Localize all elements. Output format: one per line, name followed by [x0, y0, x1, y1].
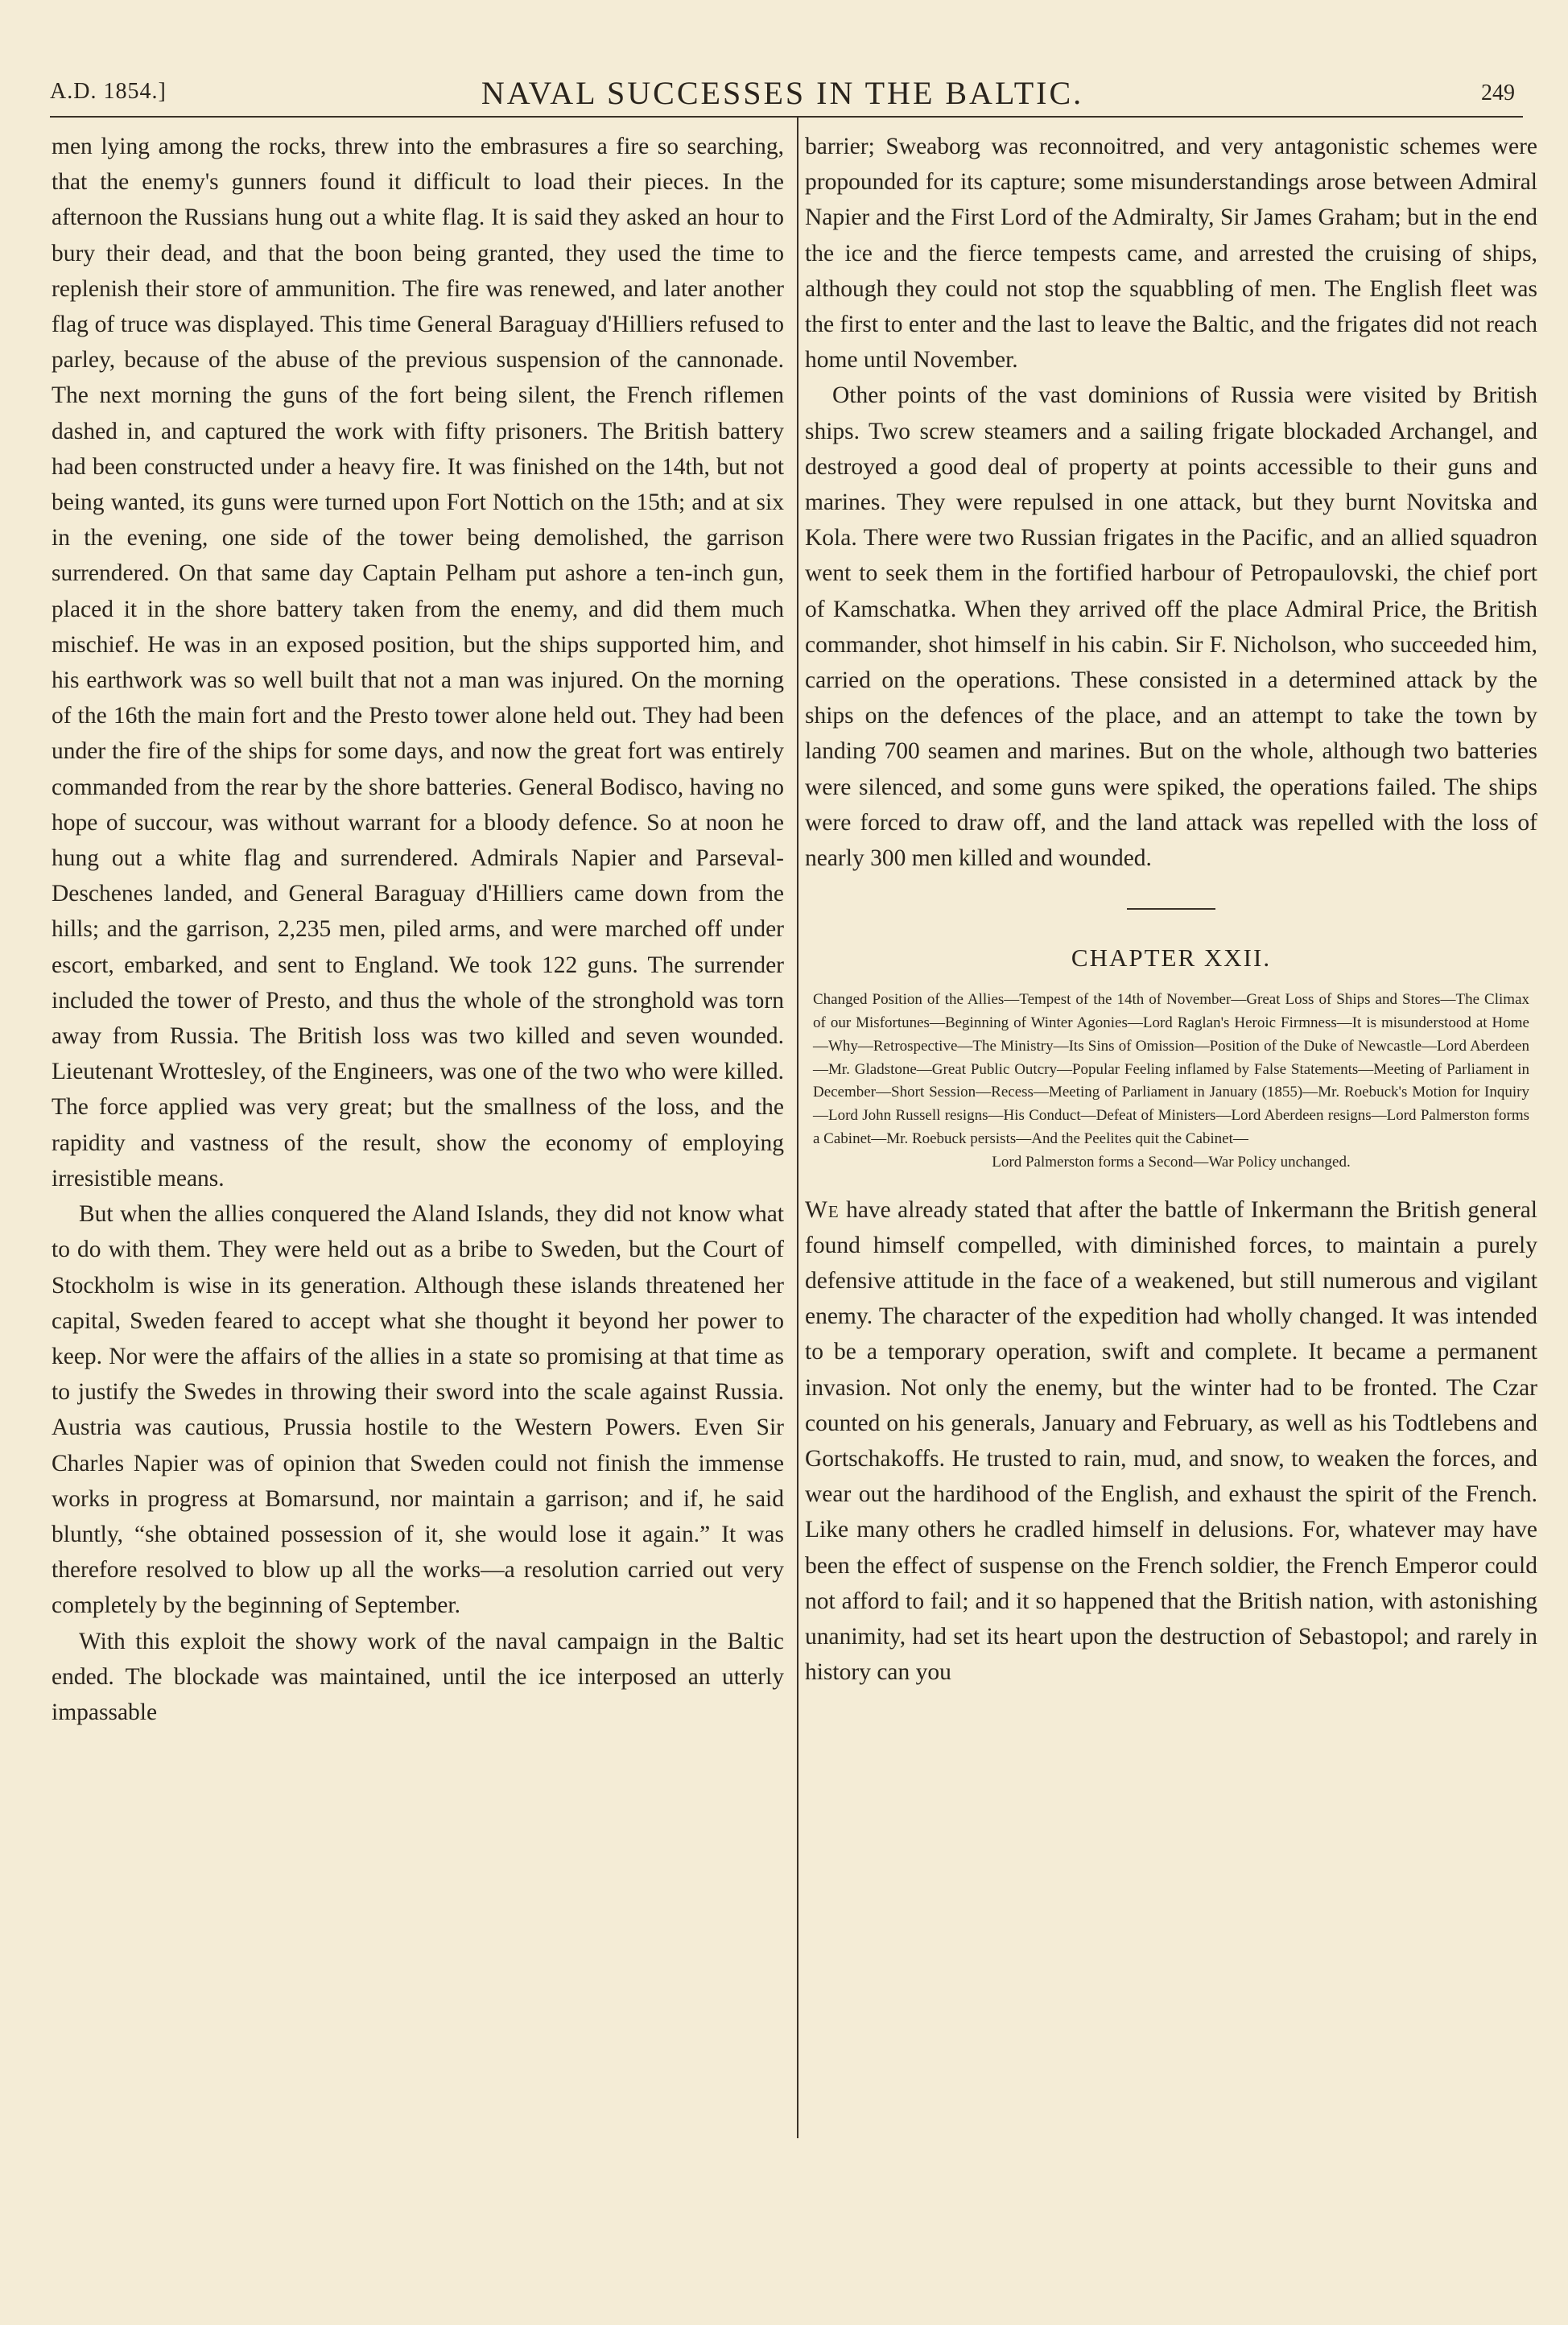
header-rule: [50, 116, 1523, 118]
section-rule: [1127, 908, 1215, 910]
chapter-title: CHAPTER XXII.: [1071, 944, 1272, 973]
chapter-synopsis: [813, 989, 1529, 1174]
column-divider: [797, 118, 798, 2138]
paragraph-text: have already stated that after the battle of Inkermann the British general found himself compelled, with diminished forces, to maintain a purely defensive attitude in the face of a weakened, but still numerous and vigilant enemy. The character of the expedition had wholly changed. It was intended to be a temporary operation, swift and complete. It became a permanent invasion. Not only the enemy, but the winter had to be fronted. The Czar counted on his generals, January and February, as well as his Todtlebens and Gortschakoffs. He trusted to rain, mud, and snow, to weaken the forces, and wear out the hardihood of the English, and exhaust the spirit of the French. Like many others he cradled himself in delusions. For, whatever may have been the effect of suspense on the French soldier, the French Emperor could not afford to fail; and it so happened that the British nation, with astonishing unanimity, had set its heart upon the destruction of Sebastopol; and rarely in history can you: [805, 1196, 1537, 1686]
header-title: NAVAL SUCCESSES IN THE BALTIC.: [481, 75, 1084, 111]
paragraph: Other points of the vast dominions of Russia were visited by British ships. Two screw steamers and a sailing frigate blockaded Archangel, and destroyed a good deal of property at points accessible to their guns and marines. They were repulsed in one attack, but they burnt Novitska and Kola. There were two Russian frigates in the Pacific, and an allied squadron went to seek them in the fortified harbour of Petropaulovski, the chief port of Kamschatka. When they arrived off the place Admiral Price, the British commander, shot himself in his cabin. Sir F. Nicholson, who succeeded him, carried on the operations. These consisted in a determined attack by the ships on the defences of the place, and an attempt to take the town by landing 700 seamen and marines. But on the whole, although two batteries were silenced, and some guns were spiked, the operations failed. The ships were forced to draw off, and the land attack was repelled with the loss of nearly 300 men killed and wounded.: [805, 382, 1537, 872]
running-header: [50, 71, 1515, 113]
synopsis-text: Changed Position of the Allies—Tempest of the 14th of November—Great Loss of Ships and Stores—The Climax of our Misfortunes—Beginning of Winter Agonies—Lord Raglan's Heroic Firmness—It is misunderstood at Home—Why—Retrospective—The Ministry—Its Sins of Omission—Position of the Duke of Newcastle—Lord Aberdeen—Mr. Gladstone—Great Public Outcry—Popular Feeling inflamed by False Statements—Meeting of Parliament in December—Short Session—Recess—Meeting of Parliament in January (1855)—Mr. Roebuck's Motion for Inquiry—Lord John Russell resigns—His Conduct—Defeat of Ministers—Lord Aberdeen resigns—Lord Palmerston forms a Cabinet—Mr. Roebuck persists—And the Peelites quit the Cabinet—: [813, 991, 1529, 1148]
page-number: 249: [1481, 81, 1515, 105]
left-column: [52, 129, 784, 1730]
header-date: A.D. 1854.]: [50, 79, 167, 104]
paragraph: barrier; Sweaborg was reconnoitred, and very antagonistic schemes were propounded for its capture; some misunderstandings arose between Admiral Napier and the First Lord of the Admiralty, Sir James Graham; but in the end the ice and the fierce tempests came, and arrested the cruising of ships, although they could not stop the squabbling of men. The English fleet was the first to enter and the last to leave the Baltic, and the frigates did not reach home until November.: [805, 134, 1537, 374]
paragraph: But when the allies conquered the Aland Islands, they did not know what to do with them. They were held out as a bribe to Sweden, but the Court of Stockholm is wise in its generation. Although these islands threatened her capital, Sweden feared to accept what she thought it beyond her power to keep. Nor were the affairs of the allies in a state so promising at that time as to justify the Swedes in throwing their sword into the scale against Russia. Austria was cautious, Prussia hostile to the Western Powers. Even Sir Charles Napier was of opinion that Sweden could not finish the immense works in progress at Bomarsund, nor maintain a garrison; and if, he said bluntly, “she obtained possession of it, she would lose it again.” It was therefore resolved to blow up all the works—a resolution carried out very completely by the beginning of September.: [52, 1201, 784, 1619]
paragraph: men lying among the rocks, threw into the embrasures a fire so searching, that the enemy's gunners found it difficult to load their pieces. In the afternoon the Russians hung out a white flag. It is said they asked an hour to bury their dead, and that the boon being granted, they used the time to replenish their store of ammunition. The fire was renewed, and later another flag of truce was displayed. This time General Baraguay d'Hilliers refused to parley, because of the abuse of the previous suspension of the cannonade. The next morning the guns of the fort being silent, the French riflemen dashed in, and captured the work with fifty prisoners. The British battery had been constructed under a heavy fire. It was finished on the 14th, but not being wanted, its guns were turned upon Fort Nottich on the 15th; and at six in the evening, one side of the tower being demolished, the garrison surrendered. On that same day Captain Pelham put ashore a ten-inch gun, placed it in the shore battery taken from the enemy, and did them much mischief. He was in an exposed position, but the ships supported him, and his earthwork was so well built that not a man was injured. On the morning of the 16th the main fort and the Presto tower alone held out. They had been under the fire of the ships for some days, and now the great fort was entirely commanded from the rear by the shore batteries. General Bodisco, having no hope of succour, was without warrant for a bloody defence. So at noon he hung out a white flag and surrendered. Admirals Napier and Parseval-Deschenes landed, and General Baraguay d'Hilliers came down from the hills; and the garrison, 2,235 men, piled arms, and were marched off under escort, embarked, and sent to England. We took 122 guns. The surrender included the tower of Presto, and thus the whole of the stronghold was torn away from Russia. The British loss was two killed and seven wounded. Lieutenant Wrottesley, of the Engineers, was one of the two who were killed. The force applied was very great; but the smallness of the loss, and the rapidity and vastness of the result, show the economy of employing irresistible means.: [52, 134, 784, 1191]
synopsis-last-line: Lord Palmerston forms a Second—War Policy unchanged.: [992, 1153, 1351, 1171]
paragraph: With this exploit the showy work of the naval campaign in the Baltic ended. The blockade was maintained, until the ice interposed an utterly impassable: [52, 1628, 784, 1725]
paragraph: [805, 1192, 1537, 1691]
right-column: [805, 129, 1537, 1690]
drop-word: We: [805, 1196, 840, 1223]
